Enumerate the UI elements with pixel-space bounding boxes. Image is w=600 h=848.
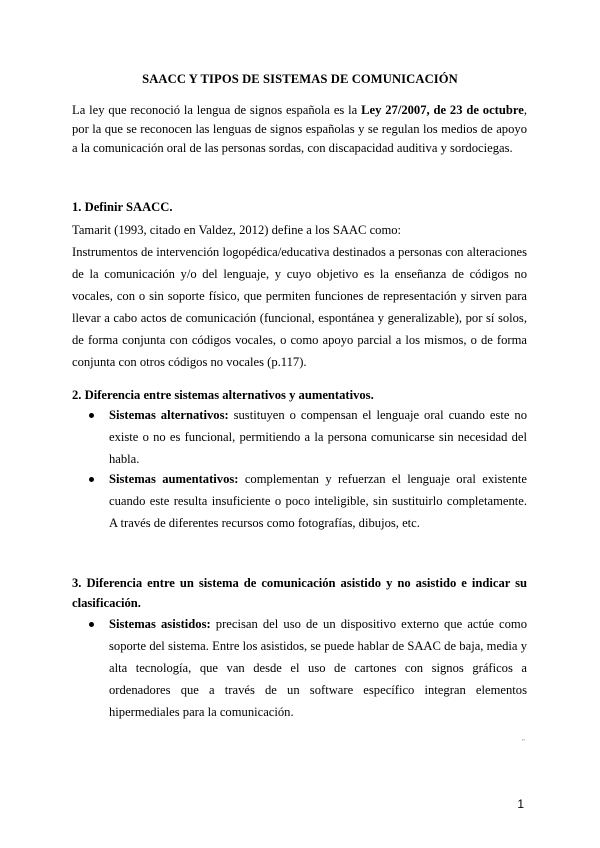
list-item-text: sustituyen o compensan el lenguaje oral cuando este no existe o no es funcional, permitiendo a la persona comunicarse sin necesidad del habla.: [109, 408, 527, 466]
list-item: [72, 613, 527, 723]
citation-line: Tamarit (1993, citado en Valdez, 2012) define a los SAAC como:: [72, 223, 402, 237]
list-item-term: Sistemas aumentativos:: [109, 472, 239, 486]
definition-paragraph: Instrumentos de intervención logopédica/educativa destinados a personas con alteraciones de la comunicación y/o del lenguaje, y cuyo objetivo es la enseñanza de códigos no vocales, con o sin soporte físico, que permiten funciones de representación y sirven para llevar a cabo actos de comunicación (funcional, espontánea y generalizable), por sí solos, de forma conjunta con códigos vocales, o como apoyo parcial a los mismos, o de forma conjunta con otros códigos no vocales (p.117).: [72, 245, 527, 369]
section-3-list: [72, 613, 527, 723]
list-item-text: precisan del uso de un dispositivo externo que actúe como soporte del sistema. Entre los asistidos, se puede hablar de SAAC de baja, media y alta tecnología, que van desde el uso de cartones con signos gráficos a ordenadores que a través de un software específico integran elementos hipermediales para la comunicación.: [109, 617, 527, 719]
section-1-heading: 1. Definir SAACC.: [72, 200, 173, 214]
section-1-body: [72, 219, 527, 373]
list-item: [72, 468, 527, 534]
intro-text-end: , por la que se reconocen las lenguas de signos españolas y se regulan los medios de apoyo a la comunicación oral de las personas sordas, con discapacidad auditiva y sordociegas.: [72, 103, 527, 155]
bullet-icon: [89, 477, 94, 482]
section-3-heading: 3. Diferencia entre un sistema de comunicación asistido y no asistido e indicar su clasificación.: [72, 576, 527, 610]
list-item-term: Sistemas asistidos:: [109, 617, 211, 631]
intro-paragraph: [72, 101, 527, 158]
bullet-icon: [89, 622, 94, 627]
document-title: SAACC Y TIPOS DE SISTEMAS DE COMUNICACIÓN: [142, 72, 458, 86]
page-number: 1: [517, 797, 524, 811]
footer-mark: ": [522, 738, 525, 746]
list-item-text: complementan y refuerzan el lenguaje oral existente cuando este resulta insuficiente o poco inteligible, sin sustituirlo completamente. A través de diferentes recursos como fotografías, dibujos, etc.: [109, 472, 527, 530]
law-reference: Ley 27/2007, de 23 de octubre: [361, 103, 524, 117]
list-item-term: Sistemas alternativos:: [109, 408, 229, 422]
list-item: [72, 404, 527, 470]
bullet-icon: [89, 413, 94, 418]
section-2-list: [72, 404, 527, 470]
intro-text-start: La ley que reconoció la lengua de signos española es la: [72, 103, 362, 117]
section-2-list-continued: [72, 468, 527, 534]
section-2-heading: 2. Diferencia entre sistemas alternativos y aumentativos.: [72, 388, 374, 402]
